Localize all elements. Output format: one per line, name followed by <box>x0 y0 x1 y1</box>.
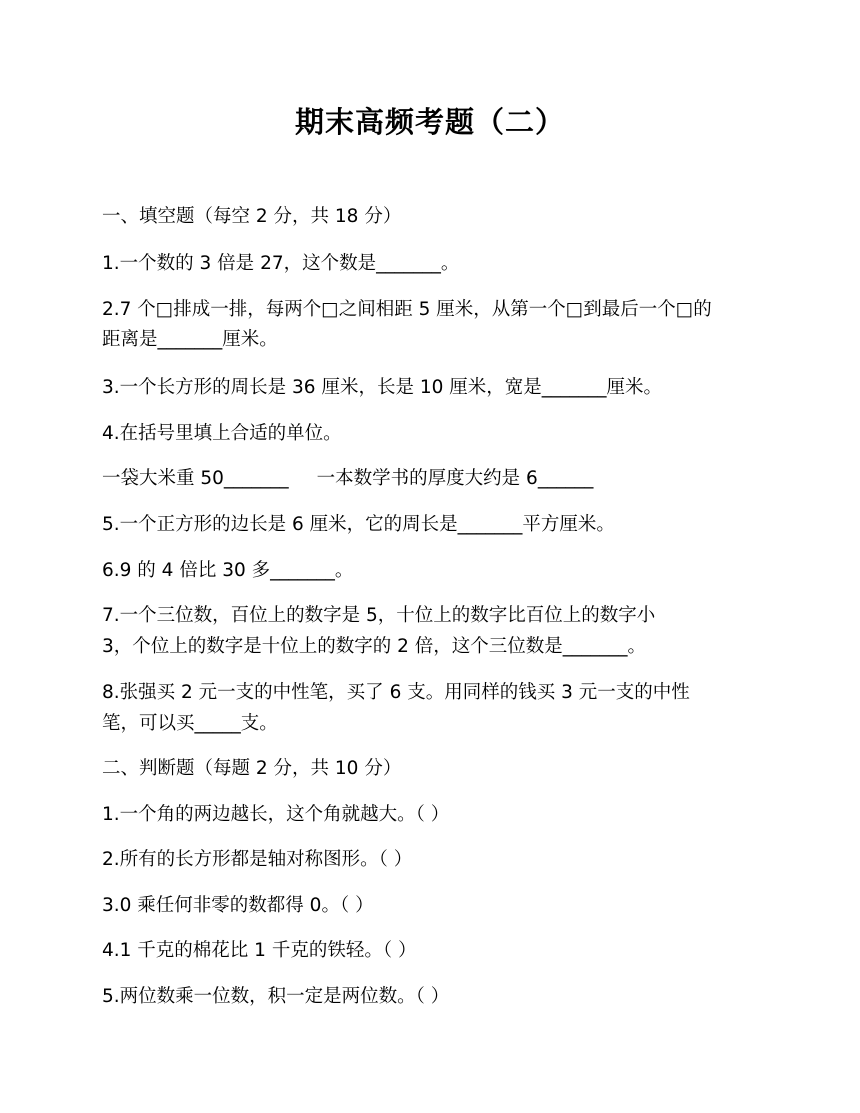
question-2-3: 3.0 乘任何非零的数都得 0。（ ） <box>102 895 374 916</box>
document-title: 期末高频考题（二） <box>294 105 565 139</box>
question-1-8-line1: 8.张强买 2 元一支的中性笔，买了 6 支。用同样的钱买 3 元一支的中性 <box>102 682 690 703</box>
question-1-1: 1.一个数的 3 倍是 27，这个数是_______。 <box>102 253 460 274</box>
question-1-4-part-a: 一袋大米重 50_______ <box>102 468 289 489</box>
question-1-7-line1: 7.一个三位数，百位上的数字是 5，十位上的数字比百位上的数字小 <box>102 605 656 626</box>
question-1-2-line1: 2.7 个□排成一排，每两个□之间相距 5 厘米，从第一个□到最后一个□的 <box>102 299 712 320</box>
question-1-3: 3.一个长方形的周长是 36 厘米，长是 10 厘米，宽是_______厘米。 <box>102 377 663 398</box>
question-1-2-line2: 距离是_______厘米。 <box>102 329 278 350</box>
question-2-4: 4.1 千克的棉花比 1 千克的铁轻。（ ） <box>102 940 417 961</box>
question-1-4-units <box>102 462 762 496</box>
question-1-4-part-b: 一本数学书的厚度大约是 6______ <box>316 468 594 489</box>
question-2-5: 5.两位数乘一位数，积一定是两位数。（ ） <box>102 986 450 1007</box>
question-1-8-line2: 笔，可以买_____支。 <box>102 713 278 734</box>
question-1-5: 5.一个正方形的边长是 6 厘米，它的周长是_______平方厘米。 <box>102 514 615 535</box>
question-1-4: 4.在括号里填上合适的单位。 <box>102 423 342 444</box>
question-2-2: 2.所有的长方形都是轴对称图形。（ ） <box>102 849 413 870</box>
section-heading-true-false: 二、判断题（每题 2 分，共 10 分） <box>102 758 402 779</box>
question-1-6: 6.9 的 4 倍比 30 多_______。 <box>102 560 354 581</box>
question-2-1: 1.一个角的两边越长，这个角就越大。（ ） <box>102 804 450 825</box>
section-heading-fill-blank: 一、填空题（每空 2 分，共 18 分） <box>102 206 402 227</box>
question-1-7-line2: 3，个位上的数字是十位上的数字的 2 倍，这个三位数是_______。 <box>102 636 647 657</box>
